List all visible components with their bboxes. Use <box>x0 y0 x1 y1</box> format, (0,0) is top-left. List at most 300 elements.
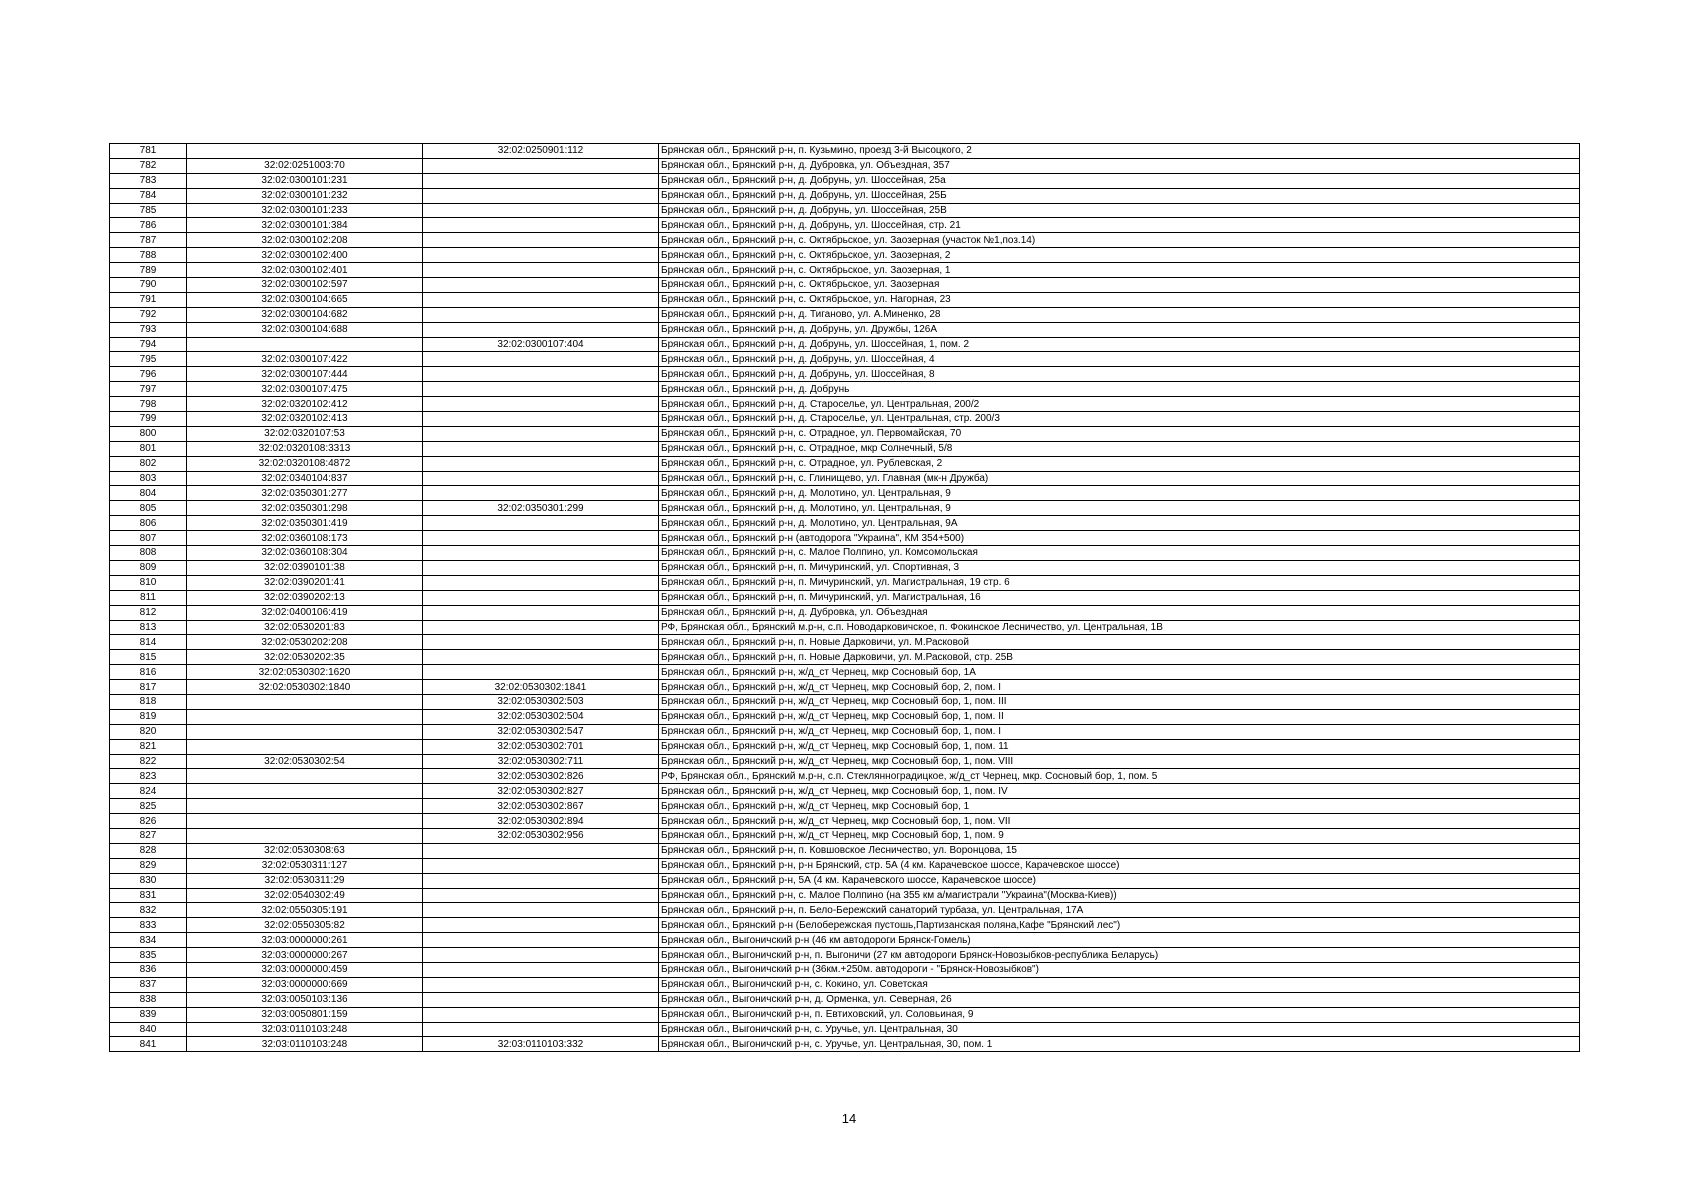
cadastral-number-cell: 32:02:0550305:191 <box>187 903 423 918</box>
row-number-cell: 839 <box>110 1007 187 1022</box>
related-cadastral-number-cell <box>423 278 659 293</box>
row-number-cell: 797 <box>110 382 187 397</box>
cadastral-number-cell <box>187 739 423 754</box>
address-cell: Брянская обл., Брянский р-н, с. Отрадное, мкр Солнечный, 5/8 <box>659 441 1580 456</box>
row-number-cell: 833 <box>110 918 187 933</box>
cadastral-number-cell: 32:02:0320108:3313 <box>187 441 423 456</box>
row-number-cell: 825 <box>110 799 187 814</box>
table-row <box>110 278 1580 293</box>
row-number-cell: 796 <box>110 367 187 382</box>
table-row <box>110 977 1580 992</box>
address-cell: Брянская обл., Брянский р-н, д. Дубровка, ул. Объездная <box>659 605 1580 620</box>
table-row <box>110 635 1580 650</box>
address-cell: Брянская обл., Выгоничский р-н, с. Уручье, ул. Центральная, 30 <box>659 1022 1580 1037</box>
row-number-cell: 820 <box>110 724 187 739</box>
row-number-cell: 818 <box>110 694 187 709</box>
cadastral-number-cell <box>187 144 423 159</box>
related-cadastral-number-cell: 32:02:0530302:503 <box>423 694 659 709</box>
cadastral-number-cell: 32:02:0350301:419 <box>187 516 423 531</box>
row-number-cell: 836 <box>110 962 187 977</box>
table-row <box>110 680 1580 695</box>
address-cell: Брянская обл., Брянский р-н, ж/д_ст Чернец, мкр Сосновый бор, 1, пом. I <box>659 724 1580 739</box>
address-cell: Брянская обл., Выгоничский р-н, с. Кокино, ул. Советская <box>659 977 1580 992</box>
cadastral-number-cell: 32:03:0000000:261 <box>187 933 423 948</box>
row-number-cell: 819 <box>110 709 187 724</box>
related-cadastral-number-cell <box>423 948 659 963</box>
table-row <box>110 367 1580 382</box>
row-number-cell: 817 <box>110 680 187 695</box>
related-cadastral-number-cell <box>423 843 659 858</box>
address-cell: Брянская обл., Брянский р-н, ж/д_ст Чернец, мкр Сосновый бор, 1, пом. VIII <box>659 754 1580 769</box>
cadastral-number-cell: 32:02:0530302:1840 <box>187 680 423 695</box>
cadastral-number-cell <box>187 814 423 829</box>
row-number-cell: 815 <box>110 650 187 665</box>
related-cadastral-number-cell <box>423 575 659 590</box>
related-cadastral-number-cell <box>423 218 659 233</box>
row-number-cell: 806 <box>110 516 187 531</box>
address-cell: Брянская обл., Брянский р-н, п. Мичуринский, ул. Магистральная, 16 <box>659 590 1580 605</box>
cadastral-number-cell: 32:03:0000000:459 <box>187 962 423 977</box>
cadastral-number-cell: 32:02:0540302:49 <box>187 888 423 903</box>
cadastral-number-cell: 32:02:0390101:38 <box>187 560 423 575</box>
row-number-cell: 827 <box>110 828 187 843</box>
table-row <box>110 531 1580 546</box>
address-cell: Брянская обл., Брянский р-н, ж/д_ст Чернец, мкр Сосновый бор, 1, пом. II <box>659 709 1580 724</box>
row-number-cell: 789 <box>110 263 187 278</box>
row-number-cell: 810 <box>110 575 187 590</box>
row-number-cell: 801 <box>110 441 187 456</box>
cadastral-number-cell: 32:02:0390202:13 <box>187 590 423 605</box>
table-row <box>110 188 1580 203</box>
cadastral-number-cell <box>187 828 423 843</box>
table-row <box>110 173 1580 188</box>
table-row <box>110 814 1580 829</box>
address-cell: Брянская обл., Брянский р-н, ж/д_ст Чернец, мкр Сосновый бор, 1, пом. VII <box>659 814 1580 829</box>
table-row <box>110 233 1580 248</box>
row-number-cell: 830 <box>110 873 187 888</box>
row-number-cell: 821 <box>110 739 187 754</box>
address-cell: Брянская обл., Брянский р-н, с. Октябрьское, ул. Нагорная, 23 <box>659 292 1580 307</box>
address-cell: Брянская обл., Брянский р-н, д. Добрунь, ул. Шоссейная, 25В <box>659 203 1580 218</box>
address-cell: Брянская обл., Брянский р-н, д. Добрунь, ул. Шоссейная, 4 <box>659 352 1580 367</box>
row-number-cell: 808 <box>110 546 187 561</box>
address-cell: Брянская обл., Брянский р-н, ж/д_ст Чернец, мкр Сосновый бор, 1 <box>659 799 1580 814</box>
table-row <box>110 397 1580 412</box>
related-cadastral-number-cell <box>423 248 659 263</box>
cadastral-number-cell: 32:02:0530308:63 <box>187 843 423 858</box>
table-row <box>110 709 1580 724</box>
related-cadastral-number-cell <box>423 233 659 248</box>
table-row <box>110 918 1580 933</box>
cadastral-number-cell: 32:02:0340104:837 <box>187 471 423 486</box>
address-cell: Брянская обл., Брянский р-н, п. Ковшовское Лесничество, ул. Воронцова, 15 <box>659 843 1580 858</box>
related-cadastral-number-cell: 32:02:0530302:711 <box>423 754 659 769</box>
address-cell: РФ, Брянская обл., Брянский м.р-н, с.п. Новодарковичское, п. Фокинское Лесничество, ул. Центральная, 1В <box>659 620 1580 635</box>
row-number-cell: 790 <box>110 278 187 293</box>
table-row <box>110 590 1580 605</box>
row-number-cell: 835 <box>110 948 187 963</box>
cadastral-number-cell: 32:02:0360108:173 <box>187 531 423 546</box>
address-cell: Брянская обл., Брянский р-н, п. Мичуринский, ул. Спортивная, 3 <box>659 560 1580 575</box>
table-row <box>110 1022 1580 1037</box>
row-number-cell: 840 <box>110 1022 187 1037</box>
address-cell: Брянская обл., Брянский р-н, п. Бело-Бережский санаторий турбаза, ул. Центральная, 17А <box>659 903 1580 918</box>
related-cadastral-number-cell <box>423 382 659 397</box>
table-row <box>110 337 1580 352</box>
row-number-cell: 794 <box>110 337 187 352</box>
row-number-cell: 823 <box>110 769 187 784</box>
related-cadastral-number-cell <box>423 397 659 412</box>
cadastral-number-cell: 32:02:0320102:413 <box>187 412 423 427</box>
cadastral-number-cell: 32:02:0530311:127 <box>187 858 423 873</box>
related-cadastral-number-cell: 32:02:0530302:956 <box>423 828 659 843</box>
related-cadastral-number-cell <box>423 903 659 918</box>
table-row <box>110 873 1580 888</box>
address-cell: Брянская обл., Брянский р-н, д. Добрунь, ул. Шоссейная, 25а <box>659 173 1580 188</box>
related-cadastral-number-cell <box>423 962 659 977</box>
row-number-cell: 816 <box>110 665 187 680</box>
address-cell: Брянская обл., Брянский р-н, с. Глинищево, ул. Главная (мк-н Дружба) <box>659 471 1580 486</box>
table-row <box>110 352 1580 367</box>
row-number-cell: 800 <box>110 426 187 441</box>
table-row <box>110 739 1580 754</box>
related-cadastral-number-cell: 32:02:0300107:404 <box>423 337 659 352</box>
address-cell: Брянская обл., Брянский р-н, д. Молотино, ул. Центральная, 9А <box>659 516 1580 531</box>
related-cadastral-number-cell <box>423 1007 659 1022</box>
row-number-cell: 798 <box>110 397 187 412</box>
address-cell: Брянская обл., Брянский р-н, ж/д_ст Чернец, мкр Сосновый бор, 1, пом. III <box>659 694 1580 709</box>
cadastral-number-cell <box>187 784 423 799</box>
cadastral-number-cell: 32:03:0050801:159 <box>187 1007 423 1022</box>
row-number-cell: 783 <box>110 173 187 188</box>
address-cell: Брянская обл., Брянский р-н, д. Староселье, ул. Центральная, 200/2 <box>659 397 1580 412</box>
address-cell: Брянская обл., Брянский р-н, д. Молотино, ул. Центральная, 9 <box>659 486 1580 501</box>
cadastral-number-cell: 32:02:0530201:83 <box>187 620 423 635</box>
row-number-cell: 807 <box>110 531 187 546</box>
table-row <box>110 575 1580 590</box>
row-number-cell: 809 <box>110 560 187 575</box>
address-cell: Брянская обл., Брянский р-н, д. Добрунь, ул. Дружбы, 126А <box>659 322 1580 337</box>
address-cell: Брянская обл., Выгоничский р-н, п. Выгоничи (27 км автодороги Брянск-Новозыбков-республика Беларусь) <box>659 948 1580 963</box>
related-cadastral-number-cell <box>423 173 659 188</box>
row-number-cell: 799 <box>110 412 187 427</box>
cadastral-number-cell: 32:02:0530302:54 <box>187 754 423 769</box>
related-cadastral-number-cell <box>423 516 659 531</box>
related-cadastral-number-cell <box>423 605 659 620</box>
row-number-cell: 793 <box>110 322 187 337</box>
address-cell: Брянская обл., Брянский р-н, с. Октябрьское, ул. Заозерная, 1 <box>659 263 1580 278</box>
cadastral-number-cell <box>187 724 423 739</box>
table-row <box>110 307 1580 322</box>
cadastral-number-cell: 32:02:0320102:412 <box>187 397 423 412</box>
cadastral-number-cell: 32:02:0530302:1620 <box>187 665 423 680</box>
table-row <box>110 441 1580 456</box>
table-row <box>110 560 1580 575</box>
row-number-cell: 786 <box>110 218 187 233</box>
table-row <box>110 501 1580 516</box>
table-row <box>110 962 1580 977</box>
row-number-cell: 813 <box>110 620 187 635</box>
related-cadastral-number-cell <box>423 620 659 635</box>
table-body <box>110 144 1580 1052</box>
address-cell: РФ, Брянская обл., Брянский м.р-н, с.п. Стеклянноградицкое, ж/д_ст Чернец, мкр. Сосновый бор, 1, пом. 5 <box>659 769 1580 784</box>
row-number-cell: 792 <box>110 307 187 322</box>
table-row <box>110 218 1580 233</box>
table-row <box>110 1037 1580 1052</box>
cadastral-number-cell: 32:03:0110103:248 <box>187 1037 423 1052</box>
address-cell: Брянская обл., Брянский р-н, д. Дубровка, ул. Объездная, 357 <box>659 158 1580 173</box>
row-number-cell: 787 <box>110 233 187 248</box>
table-row <box>110 843 1580 858</box>
related-cadastral-number-cell <box>423 292 659 307</box>
address-cell: Брянская обл., Брянский р-н, д. Добрунь <box>659 382 1580 397</box>
related-cadastral-number-cell <box>423 531 659 546</box>
related-cadastral-number-cell: 32:02:0530302:547 <box>423 724 659 739</box>
row-number-cell: 781 <box>110 144 187 159</box>
address-cell: Брянская обл., Брянский р-н, с. Октябрьское, ул. Заозерная, 2 <box>659 248 1580 263</box>
row-number-cell: 841 <box>110 1037 187 1052</box>
table-row <box>110 799 1580 814</box>
related-cadastral-number-cell <box>423 650 659 665</box>
row-number-cell: 805 <box>110 501 187 516</box>
related-cadastral-number-cell <box>423 441 659 456</box>
related-cadastral-number-cell <box>423 203 659 218</box>
cadastral-number-cell: 32:02:0360108:304 <box>187 546 423 561</box>
cadastral-number-cell: 32:03:0000000:669 <box>187 977 423 992</box>
cadastral-number-cell: 32:02:0530311:29 <box>187 873 423 888</box>
cadastral-number-cell: 32:02:0300102:597 <box>187 278 423 293</box>
address-cell: Брянская обл., Брянский р-н (автодорога "Украина", КМ 354+500) <box>659 531 1580 546</box>
related-cadastral-number-cell <box>423 590 659 605</box>
row-number-cell: 831 <box>110 888 187 903</box>
cadastral-number-cell: 32:02:0300104:665 <box>187 292 423 307</box>
table-row <box>110 828 1580 843</box>
related-cadastral-number-cell: 32:02:0530302:504 <box>423 709 659 724</box>
table-row <box>110 426 1580 441</box>
cadastral-number-cell <box>187 769 423 784</box>
address-cell: Брянская обл., Брянский р-н, д. Добрунь, ул. Шоссейная, 25Б <box>659 188 1580 203</box>
cadastral-number-cell: 32:02:0300101:232 <box>187 188 423 203</box>
row-number-cell: 829 <box>110 858 187 873</box>
property-table <box>109 143 1580 1052</box>
table-row <box>110 486 1580 501</box>
table-row <box>110 456 1580 471</box>
related-cadastral-number-cell <box>423 456 659 471</box>
table-row <box>110 784 1580 799</box>
address-cell: Брянская обл., Брянский р-н, ж/д_ст Чернец, мкр Сосновый бор, 2, пом. I <box>659 680 1580 695</box>
row-number-cell: 837 <box>110 977 187 992</box>
address-cell: Брянская обл., Брянский р-н, с. Отрадное, ул. Первомайская, 70 <box>659 426 1580 441</box>
row-number-cell: 791 <box>110 292 187 307</box>
row-number-cell: 832 <box>110 903 187 918</box>
table-row <box>110 158 1580 173</box>
related-cadastral-number-cell <box>423 933 659 948</box>
table-row <box>110 203 1580 218</box>
cadastral-number-cell: 32:02:0300101:231 <box>187 173 423 188</box>
table-row <box>110 546 1580 561</box>
address-cell: Брянская обл., Брянский р-н, ж/д_ст Чернец, мкр Сосновый бор, 1, пом. IV <box>659 784 1580 799</box>
address-cell: Брянская обл., Брянский р-н, р-н Брянский, стр. 5А (4 км. Карачевское шоссе, Карачевское шоссе) <box>659 858 1580 873</box>
cadastral-number-cell <box>187 709 423 724</box>
related-cadastral-number-cell <box>423 858 659 873</box>
related-cadastral-number-cell <box>423 426 659 441</box>
cadastral-number-cell <box>187 337 423 352</box>
table-row <box>110 605 1580 620</box>
row-number-cell: 795 <box>110 352 187 367</box>
related-cadastral-number-cell <box>423 977 659 992</box>
address-cell: Брянская обл., Брянский р-н, д. Добрунь, ул. Шоссейная, 1, пом. 2 <box>659 337 1580 352</box>
address-cell: Брянская обл., Брянский р-н, д. Добрунь, ул. Шоссейная, 8 <box>659 367 1580 382</box>
related-cadastral-number-cell: 32:02:0530302:827 <box>423 784 659 799</box>
address-cell: Брянская обл., Выгоничский р-н (46 км автодороги Брянск-Гомель) <box>659 933 1580 948</box>
table-row <box>110 933 1580 948</box>
cadastral-number-cell: 32:02:0530202:35 <box>187 650 423 665</box>
address-cell: Брянская обл., Брянский р-н, с. Малое Полпино (на 355 км а/магистрали "Украина"(Москва-Киев)) <box>659 888 1580 903</box>
table-row <box>110 263 1580 278</box>
cadastral-number-cell: 32:02:0300102:401 <box>187 263 423 278</box>
row-number-cell: 803 <box>110 471 187 486</box>
cadastral-number-cell: 32:02:0320108:4872 <box>187 456 423 471</box>
address-cell: Брянская обл., Выгоничский р-н, с. Уручье, ул. Центральная, 30, пом. 1 <box>659 1037 1580 1052</box>
table-row <box>110 382 1580 397</box>
row-number-cell: 838 <box>110 992 187 1007</box>
address-cell: Брянская обл., Брянский р-н, д. Добрунь, ул. Шоссейная, стр. 21 <box>659 218 1580 233</box>
related-cadastral-number-cell <box>423 918 659 933</box>
table-row <box>110 292 1580 307</box>
table-row <box>110 650 1580 665</box>
row-number-cell: 826 <box>110 814 187 829</box>
cadastral-number-cell: 32:02:0320107:53 <box>187 426 423 441</box>
related-cadastral-number-cell <box>423 471 659 486</box>
related-cadastral-number-cell <box>423 367 659 382</box>
row-number-cell: 782 <box>110 158 187 173</box>
table-row <box>110 248 1580 263</box>
address-cell: Брянская обл., Брянский р-н, д. Тиганово, ул. А.Миненко, 28 <box>659 307 1580 322</box>
related-cadastral-number-cell <box>423 263 659 278</box>
cadastral-number-cell: 32:02:0300107:475 <box>187 382 423 397</box>
related-cadastral-number-cell <box>423 635 659 650</box>
address-cell: Брянская обл., Брянский р-н, ж/д_ст Чернец, мкр Сосновый бор, 1А <box>659 665 1580 680</box>
table-row <box>110 754 1580 769</box>
related-cadastral-number-cell: 32:02:0350301:299 <box>423 501 659 516</box>
table-row <box>110 903 1580 918</box>
related-cadastral-number-cell: 32:02:0530302:867 <box>423 799 659 814</box>
cadastral-number-cell: 32:02:0251003:70 <box>187 158 423 173</box>
table-row <box>110 724 1580 739</box>
related-cadastral-number-cell: 32:02:0530302:701 <box>423 739 659 754</box>
address-cell: Брянская обл., Брянский р-н, с. Отрадное, ул. Рублевская, 2 <box>659 456 1580 471</box>
related-cadastral-number-cell <box>423 322 659 337</box>
row-number-cell: 828 <box>110 843 187 858</box>
address-cell: Брянская обл., Брянский р-н, ж/д_ст Чернец, мкр Сосновый бор, 1, пом. 11 <box>659 739 1580 754</box>
row-number-cell: 834 <box>110 933 187 948</box>
address-cell: Брянская обл., Брянский р-н, п. Новые Дарковичи, ул. М.Расковой, стр. 25В <box>659 650 1580 665</box>
related-cadastral-number-cell <box>423 888 659 903</box>
cadastral-number-cell <box>187 694 423 709</box>
row-number-cell: 788 <box>110 248 187 263</box>
address-cell: Брянская обл., Брянский р-н, с. Октябрьское, ул. Заозерная <box>659 278 1580 293</box>
table-row <box>110 412 1580 427</box>
table-row <box>110 888 1580 903</box>
related-cadastral-number-cell: 32:02:0530302:826 <box>423 769 659 784</box>
table-row <box>110 858 1580 873</box>
table-row <box>110 948 1580 963</box>
cadastral-number-cell: 32:02:0390201:41 <box>187 575 423 590</box>
row-number-cell: 811 <box>110 590 187 605</box>
row-number-cell: 784 <box>110 188 187 203</box>
table-row <box>110 322 1580 337</box>
table-row <box>110 620 1580 635</box>
cadastral-number-cell: 32:02:0300104:688 <box>187 322 423 337</box>
cadastral-number-cell: 32:02:0400106:419 <box>187 605 423 620</box>
row-number-cell: 804 <box>110 486 187 501</box>
address-cell: Брянская обл., Выгоничский р-н (36км.+250м. автодороги - "Брянск-Новозыбков") <box>659 962 1580 977</box>
cadastral-number-cell: 32:02:0300104:682 <box>187 307 423 322</box>
row-number-cell: 785 <box>110 203 187 218</box>
address-cell: Брянская обл., Брянский р-н, с. Октябрьское, ул. Заозерная (участок №1,поз.14) <box>659 233 1580 248</box>
cadastral-number-cell: 32:02:0350301:298 <box>187 501 423 516</box>
page-number: 14 <box>841 1111 857 1126</box>
cadastral-number-cell: 32:03:0050103:136 <box>187 992 423 1007</box>
address-cell: Брянская обл., Брянский р-н, д. Молотино, ул. Центральная, 9 <box>659 501 1580 516</box>
related-cadastral-number-cell <box>423 158 659 173</box>
row-number-cell: 812 <box>110 605 187 620</box>
related-cadastral-number-cell <box>423 352 659 367</box>
address-cell: Брянская обл., Брянский р-н (Белобережская пустошь,Партизанская поляна,Кафе "Брянский лес") <box>659 918 1580 933</box>
table-row <box>110 769 1580 784</box>
cadastral-number-cell: 32:02:0300107:444 <box>187 367 423 382</box>
cadastral-number-cell: 32:02:0300107:422 <box>187 352 423 367</box>
cadastral-number-cell: 32:02:0530202:208 <box>187 635 423 650</box>
address-cell: Брянская обл., Брянский р-н, ж/д_ст Чернец, мкр Сосновый бор, 1, пом. 9 <box>659 828 1580 843</box>
address-cell: Брянская обл., Брянский р-н, п. Новые Дарковичи, ул. М.Расковой <box>659 635 1580 650</box>
cadastral-number-cell: 32:02:0300101:233 <box>187 203 423 218</box>
cadastral-number-cell: 32:03:0000000:267 <box>187 948 423 963</box>
cadastral-number-cell: 32:02:0300101:384 <box>187 218 423 233</box>
related-cadastral-number-cell <box>423 188 659 203</box>
address-cell: Брянская обл., Брянский р-н, п. Кузьмино, проезд 3-й Высоцкого, 2 <box>659 144 1580 159</box>
address-cell: Брянская обл., Брянский р-н, 5А (4 км. Карачевского шоссе, Карачевское шоссе) <box>659 873 1580 888</box>
address-cell: Брянская обл., Брянский р-н, с. Малое Полпино, ул. Комсомольская <box>659 546 1580 561</box>
table-row <box>110 471 1580 486</box>
related-cadastral-number-cell: 32:02:0530302:894 <box>423 814 659 829</box>
address-cell: Брянская обл., Брянский р-н, д. Староселье, ул. Центральная, стр. 200/3 <box>659 412 1580 427</box>
related-cadastral-number-cell <box>423 1022 659 1037</box>
address-cell: Брянская обл., Выгоничский р-н, д. Орменка, ул. Северная, 26 <box>659 992 1580 1007</box>
table-row <box>110 694 1580 709</box>
related-cadastral-number-cell: 32:02:0250901:112 <box>423 144 659 159</box>
table-row <box>110 665 1580 680</box>
related-cadastral-number-cell <box>423 665 659 680</box>
related-cadastral-number-cell <box>423 560 659 575</box>
related-cadastral-number-cell <box>423 873 659 888</box>
related-cadastral-number-cell <box>423 412 659 427</box>
related-cadastral-number-cell <box>423 546 659 561</box>
row-number-cell: 802 <box>110 456 187 471</box>
related-cadastral-number-cell <box>423 992 659 1007</box>
table-row <box>110 1007 1580 1022</box>
row-number-cell: 824 <box>110 784 187 799</box>
cadastral-number-cell: 32:02:0300102:400 <box>187 248 423 263</box>
cadastral-number-cell: 32:02:0550305:82 <box>187 918 423 933</box>
related-cadastral-number-cell <box>423 486 659 501</box>
related-cadastral-number-cell: 32:03:0110103:332 <box>423 1037 659 1052</box>
table-row <box>110 144 1580 159</box>
cadastral-number-cell: 32:03:0110103:248 <box>187 1022 423 1037</box>
cadastral-number-cell: 32:02:0300102:208 <box>187 233 423 248</box>
related-cadastral-number-cell <box>423 307 659 322</box>
cadastral-number-cell: 32:02:0350301:277 <box>187 486 423 501</box>
